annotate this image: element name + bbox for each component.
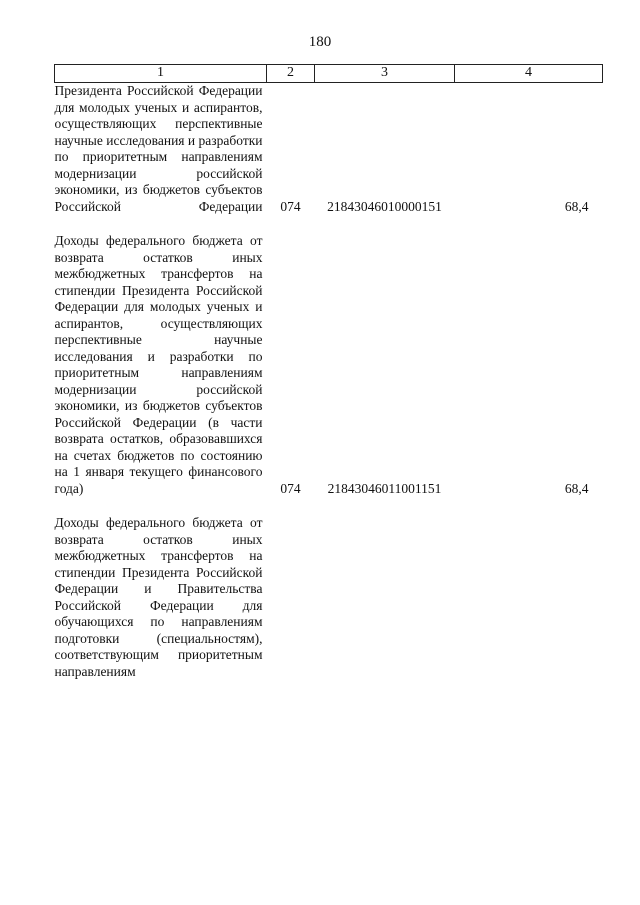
row-description: Доходы федерального бюджета от возврата остатков иных межбюджетных трансфертов на стипендии Президента Российской Федерации для молодых ученых и аспирантов, осуществляющих перспективные научные исследования и разработки по приоритетным направлениям модернизации российской экономики, из бюджетов субъектов Российской Федерации (в части возврата остатков, образовавшихся на счетах бюджетов по состоянию на 1 января текущего финансового года)	[54, 233, 263, 496]
row-admin-code	[267, 515, 315, 680]
row-amount: 68,4	[564, 198, 589, 214]
row-kbk-code: 21843046011001151	[327, 480, 442, 496]
row-spacer	[55, 215, 603, 233]
row-kbk-code	[315, 515, 455, 680]
row-amount	[455, 515, 603, 680]
table-row	[55, 515, 603, 680]
header-col-2: 2	[267, 65, 315, 83]
table-row	[55, 233, 603, 497]
row-spacer	[55, 497, 603, 515]
page-number: 180	[308, 34, 332, 50]
row-kbk-code: 21843046010000151	[327, 198, 442, 214]
row-admin-code: 074	[280, 480, 301, 496]
header-col-4: 4	[455, 65, 603, 83]
budget-revenue-table	[54, 64, 603, 680]
row-amount: 68,4	[564, 480, 589, 496]
header-col-1: 1	[55, 65, 267, 83]
row-admin-code: 074	[280, 198, 301, 214]
row-description: Доходы федерального бюджета от возврата остатков иных межбюджетных трансфертов на стипендии Президента Российской Федерации и Правительства Российской Федерации для обучающихся по направлениям подготовки (специальностям), соответствующим приоритетным направлениям	[54, 515, 263, 679]
table-header-row	[55, 65, 603, 83]
row-description: Президента Российской Федерации для молодых ученых и аспирантов, осуществляющих перспективные научные исследования и разработки по приоритетным направлениям модернизации российской экономики, из бюджетов субъектов Российской Федерации	[54, 83, 263, 214]
header-col-3: 3	[315, 65, 455, 83]
table-row	[55, 83, 603, 216]
